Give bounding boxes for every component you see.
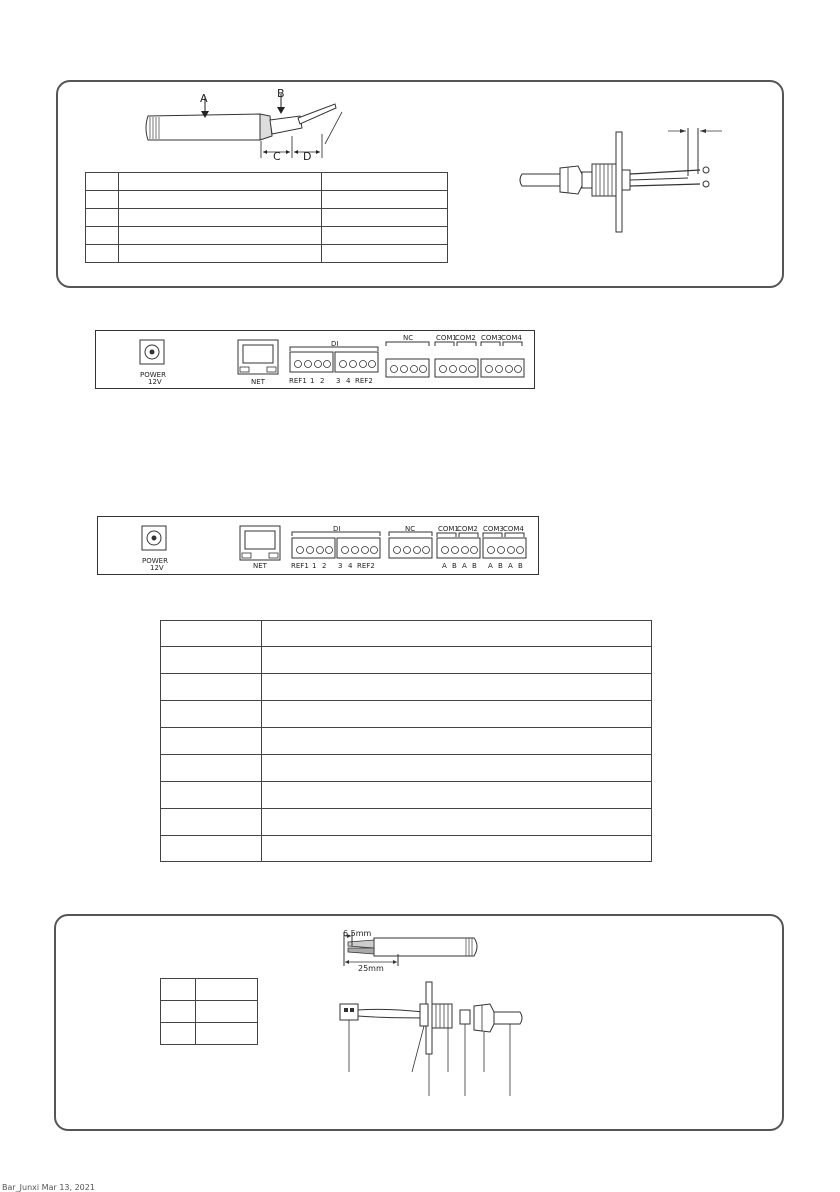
com4-label: COM4 [503, 525, 524, 533]
com-pin-b1: B [452, 562, 457, 570]
com-pin-b2: B [472, 562, 477, 570]
di-pin-ref2: REF2 [355, 377, 373, 385]
footer-text: Bar_Junxi Mar 13, 2021 [2, 1183, 95, 1192]
di-pin-2: 2 [322, 562, 327, 570]
com3-label: COM3 [481, 334, 502, 342]
di-pin-1: 1 [312, 562, 317, 570]
com-pin-b3: B [498, 562, 503, 570]
di-pin-3: 3 [336, 377, 341, 385]
di-terminal-block [289, 351, 379, 373]
com-pin-a1: A [442, 562, 447, 570]
com1-label: COM1 [438, 525, 459, 533]
nc-label: NC [403, 334, 414, 342]
net-port-icon [237, 339, 279, 375]
power-pin-table [160, 978, 258, 1045]
di-label: DI [333, 525, 341, 533]
device-rear-panel-2 [97, 516, 539, 575]
power-label: POWER [140, 371, 166, 379]
com-pin-a3: A [488, 562, 493, 570]
com-pin-b4: B [518, 562, 523, 570]
di-pin-ref1: REF1 [291, 562, 309, 570]
com2-label: COM2 [455, 334, 476, 342]
net-label: NET [253, 562, 267, 570]
cable-strip-diagram [130, 86, 360, 166]
label-d: D [303, 150, 312, 163]
net-label: NET [251, 378, 265, 386]
strip-short-label: 6.5mm [343, 929, 372, 938]
di-label: DI [331, 340, 339, 348]
label-a: A [200, 92, 208, 105]
power-gland-assembly [334, 980, 534, 1100]
device-rear-panel-1 [95, 330, 535, 389]
di-pin-4: 4 [346, 377, 351, 385]
cable-spec-table [85, 172, 448, 263]
power-jack-icon [139, 339, 165, 365]
power-jack-icon [141, 525, 167, 551]
voltage-label: 12V [150, 564, 164, 572]
di-terminal-block [291, 537, 381, 559]
com3-label: COM3 [483, 525, 504, 533]
nc-terminal-block [385, 358, 430, 378]
interface-table [160, 620, 652, 862]
di-pin-ref1: REF1 [289, 377, 307, 385]
com-pin-a4: A [508, 562, 513, 570]
com2-label: COM2 [457, 525, 478, 533]
com-pin-a2: A [462, 562, 467, 570]
nc-terminal-block [388, 537, 433, 559]
nc-label: NC [405, 525, 416, 533]
di-pin-2: 2 [320, 377, 325, 385]
di-pin-1: 1 [310, 377, 315, 385]
com4-label: COM4 [501, 334, 522, 342]
label-c: C [273, 150, 281, 163]
nc-bracket [385, 341, 430, 347]
label-b: B [277, 87, 285, 100]
cable-gland-diagram [512, 118, 732, 236]
di-pin-3: 3 [338, 562, 343, 570]
di-pin-4: 4 [348, 562, 353, 570]
com-brackets [434, 341, 524, 349]
power-label: POWER [142, 557, 168, 565]
net-port-icon [239, 525, 281, 561]
voltage-label: 12V [148, 378, 162, 386]
di-pin-ref2: REF2 [357, 562, 375, 570]
com-terminal-block [436, 537, 528, 559]
com-terminal-block [434, 358, 526, 378]
strip-long-label: 25mm [358, 964, 384, 973]
com1-label: COM1 [436, 334, 457, 342]
